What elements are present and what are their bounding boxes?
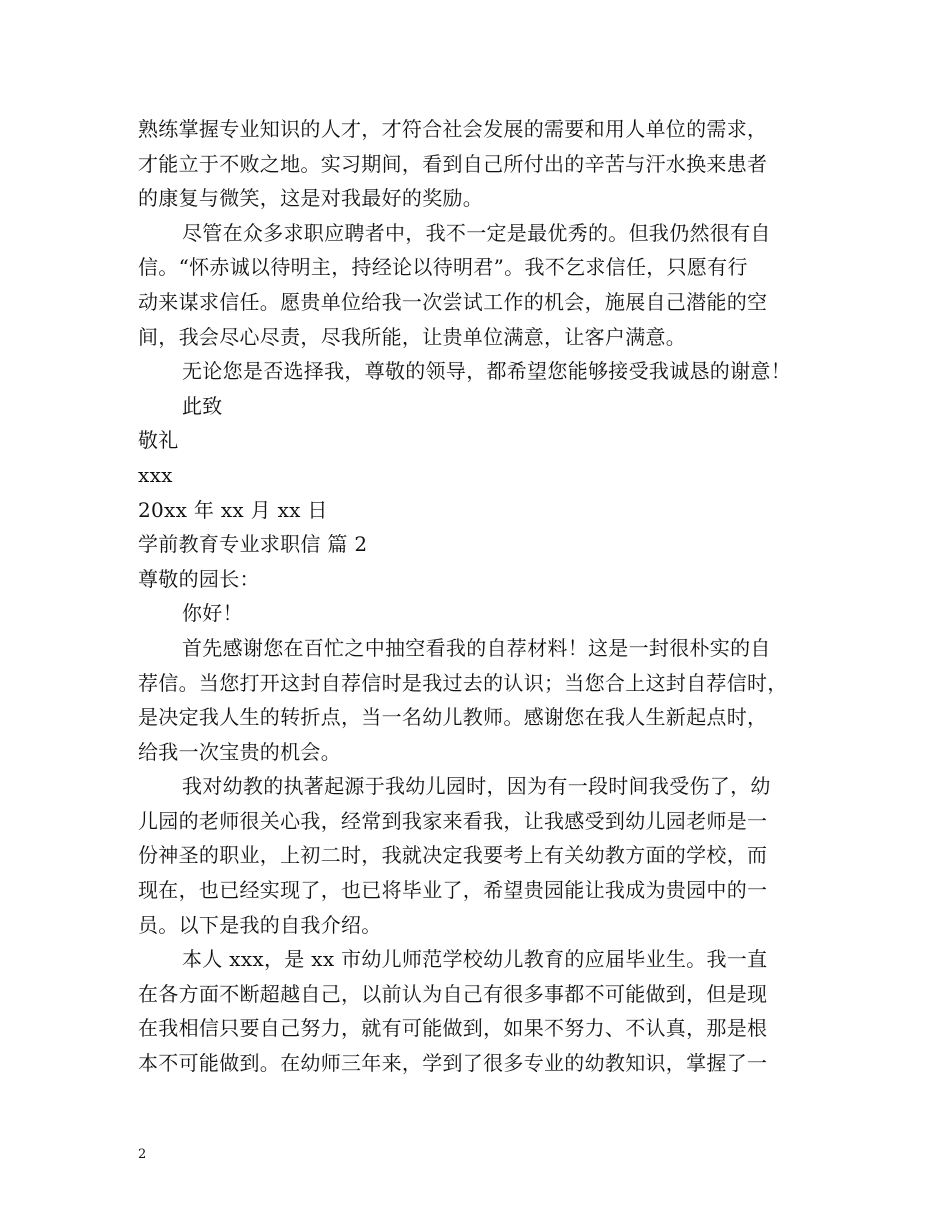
text-line: 员。以下是我的自我介绍。 <box>138 912 382 937</box>
text-line: 首先感谢您在百忙之中抽空看我的自荐材料！这是一封很朴实的自 <box>182 635 771 660</box>
text-line: 本不可能做到。在幼师三年来，学到了很多专业的幼教知识，掌握了一 <box>138 1051 768 1076</box>
text-line: 儿园的老师很关心我，经常到我家来看我，让我感受到幼儿园老师是一 <box>138 808 768 833</box>
text-line: 信。“怀赤诚以待明主，持经论以待明君”。我不乞求信任，只愿有行 <box>138 255 748 280</box>
text-line: 间，我会尽心尽责，尽我所能，让贵单位满意，让客户满意。 <box>138 324 687 349</box>
text-line: 20xx 年 xx 月 xx 日 <box>138 497 328 522</box>
text-line: 现在，也已经实现了，也已将毕业了，希望贵园能让我成为贵园中的一 <box>138 878 768 903</box>
text-line: 敬礼 <box>138 428 179 453</box>
text-line: 无论您是否选择我，尊敬的领导，都希望您能够接受我诚恳的谢意！ <box>182 359 791 384</box>
text-line: 你好！ <box>182 601 243 626</box>
document-body <box>138 112 828 1081</box>
text-line: 份神圣的职业，上初二时，我就决定我要考上有关幼教方面的学校，而 <box>138 843 768 868</box>
text-line: 尽管在众多求职应聘者中，我不一定是最优秀的。但我仍然很有自 <box>182 220 771 245</box>
text-line: 是决定我人生的转折点，当一名幼儿教师。感谢您在我人生新起点时， <box>138 705 768 730</box>
text-line: 在各方面不断超越自己，以前认为自己有很多事都不可能做到，但是现 <box>138 981 768 1006</box>
text-line: 我对幼教的执著起源于我幼儿园时，因为有一段时间我受伤了，幼 <box>182 774 771 799</box>
text-line: 学前教育专业求职信 篇 2 <box>138 532 368 557</box>
page-number: 2 <box>138 1147 147 1162</box>
text-line: 此致 <box>182 393 223 418</box>
text-line: 的康复与微笑，这是对我最好的奖励。 <box>138 186 484 211</box>
text-line: 给我一次宝贵的机会。 <box>138 739 341 764</box>
text-line: 熟练掌握专业知识的人才，才符合社会发展的需要和用人单位的需求， <box>138 117 768 141</box>
text-line: 本人 xxx，是 xx 市幼儿师范学校幼儿教育的应届毕业生。我一直 <box>182 947 768 972</box>
text-line: 在我相信只要自己努力，就有可能做到，如果不努力、不认真，那是根 <box>138 1016 768 1041</box>
text-line: 才能立于不败之地。实习期间，看到自己所付出的辛苦与汗水换来患者 <box>138 151 768 176</box>
text-line: 尊敬的园长： <box>138 566 260 591</box>
text-line: 荐信。当您打开这封自荐信时是我过去的认识；当您合上这封自荐信时， <box>138 670 788 695</box>
text-line: 动来谋求信任。愿贵单位给我一次尝试工作的机会，施展自己潜能的空 <box>138 289 768 314</box>
text-line: xxx <box>138 462 173 487</box>
